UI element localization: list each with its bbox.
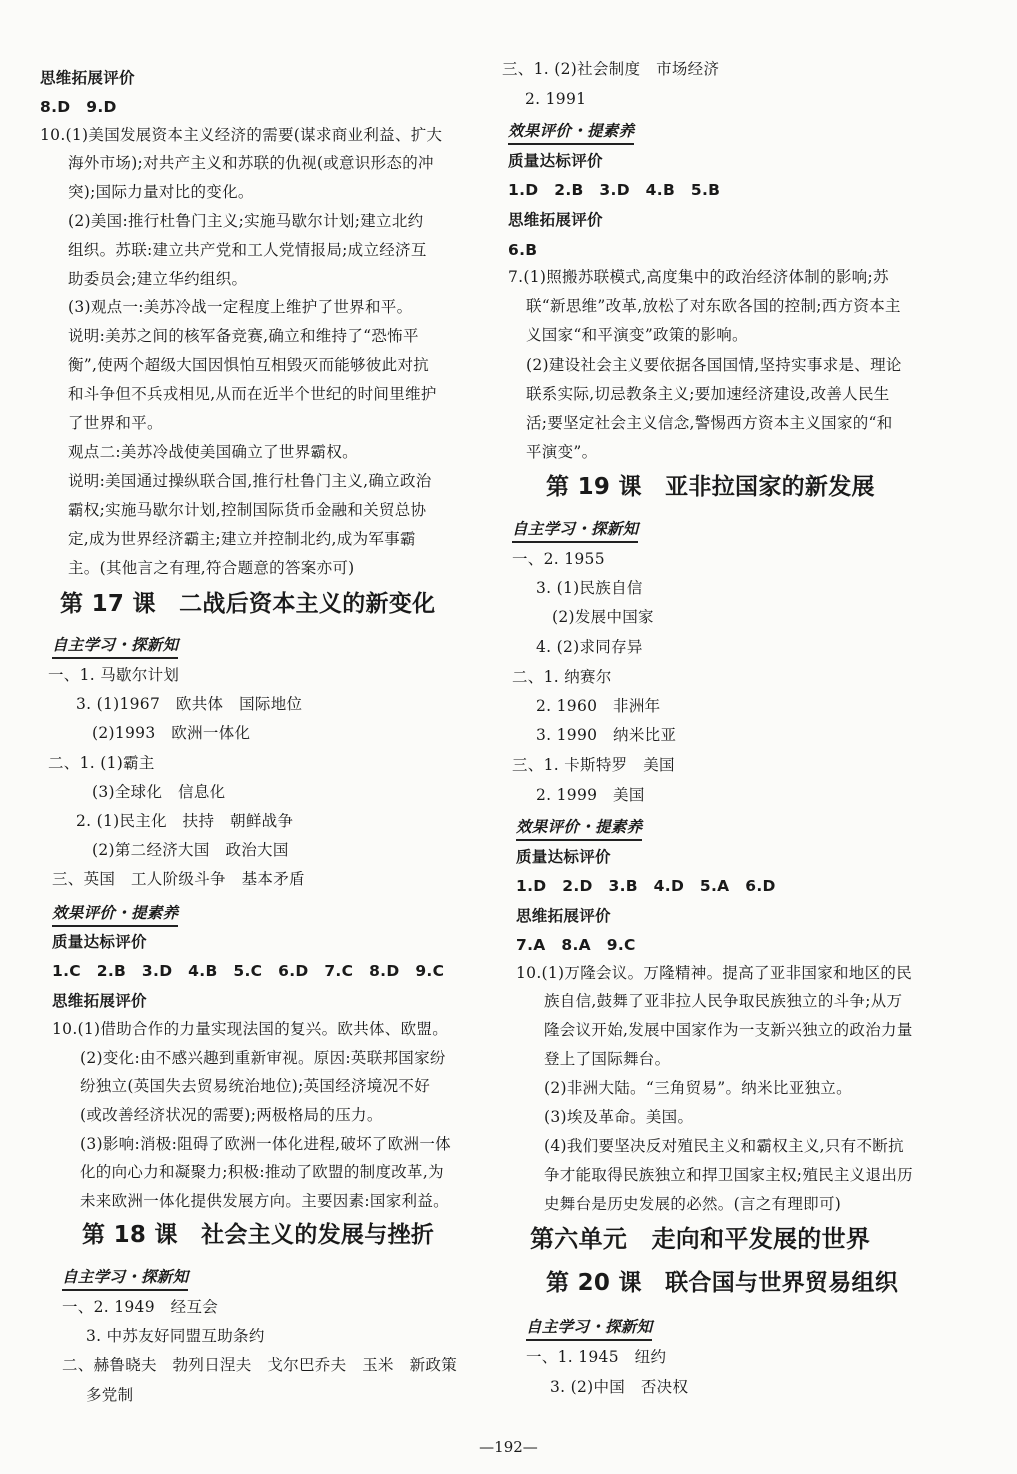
text-line: 3. 1990 纳米比亚	[536, 726, 677, 744]
section-heading: 思维拓展评价	[52, 992, 147, 1010]
text-line: 2. 1991	[525, 90, 587, 108]
text-line: 3. (2)中国 否决权	[550, 1378, 689, 1396]
text-line: 霸权;实施马歇尔计划,控制国际货币金融和关贸总协	[68, 501, 427, 519]
text-line: 一、1. 1945 纽约	[526, 1348, 667, 1366]
text-line: 三、1. 卡斯特罗 美国	[512, 756, 675, 774]
text-line: 4. (2)求同存异	[536, 638, 643, 656]
subsection-tag: 自主学习・探新知	[62, 1266, 188, 1291]
text-line: (2)1993 欧洲一体化	[92, 724, 251, 742]
text-line: 纷独立(英国失去贸易统治地位);英国经济境况不好	[80, 1077, 431, 1095]
section-heading: 思维拓展评价	[508, 211, 603, 229]
text-line: (3)影响:消极:阻碍了欧洲一体化进程,破坏了欧洲一体	[80, 1135, 451, 1153]
text-line: 10.(1)美国发展资本主义经济的需要(谋求商业利益、扩大	[40, 126, 443, 144]
subsection-tag: 效果评价・提素养	[516, 816, 642, 841]
text-line: 说明:美国通过操纵联合国,推行杜鲁门主义,确立政治	[68, 472, 432, 490]
text-line: 主。(其他言之有理,符合题意的答案亦可)	[68, 559, 355, 577]
text-line: 争才能取得民族独立和捍卫国家主权;殖民主义退出历	[544, 1166, 913, 1184]
subsection-tag: 自主学习・探新知	[526, 1316, 652, 1341]
text-line: 登上了国际舞台。	[544, 1050, 671, 1068]
text-line: 3. (1)民族自信	[536, 579, 643, 597]
text-line: 活;要坚定社会主义信念,警惕西方资本主义国家的“和	[526, 414, 893, 432]
text-line: 3. 中苏友好同盟互助条约	[86, 1327, 265, 1345]
text-line: 二、1. 纳赛尔	[512, 668, 612, 686]
section-heading: 质量达标评价	[508, 152, 603, 170]
text-line: 衡”,使两个超级大国因惧怕互相毁灭而能够彼此对抗	[68, 356, 430, 374]
text-line: 隆会议开始,发展中国家作为一支新兴独立的政治力量	[544, 1021, 913, 1039]
text-line: 定,成为世界经济霸主;建立并控制北约,成为军事霸	[68, 530, 416, 548]
text-line: (3)观点一:美苏冷战一定程度上维护了世界和平。	[68, 298, 413, 316]
text-line: 海外市场);对共产主义和苏联的仇视(或意识形态的冲	[68, 154, 434, 172]
text-line: (或改善经济状况的需要);两极格局的压力。	[80, 1106, 383, 1124]
text-line: 二、赫鲁晓夫 勃列日涅夫 戈尔巴乔夫 玉米 新政策	[62, 1356, 458, 1374]
text-line: 说明:美苏之间的核军备竞赛,确立和维持了“恐怖平	[68, 327, 419, 345]
lesson-title: 第 20 课 联合国与世界贸易组织	[546, 1270, 899, 1296]
text-line: 联系实际,切忌教条主义;要加速经济建设,改善人民生	[526, 385, 890, 403]
text-line: (4)我们要坚决反对殖民主义和霸权主义,只有不断抗	[544, 1137, 904, 1155]
text-line: 一、2. 1949 经互会	[62, 1298, 219, 1316]
text-line: (2)建设社会主义要依据各国国情,坚持实事求是、理论	[526, 356, 902, 374]
text-line: 2. (1)民主化 扶持 朝鲜战争	[76, 812, 294, 830]
section-heading: 质量达标评价	[52, 933, 147, 951]
answer-line: 6.B	[508, 241, 538, 259]
text-line: (2)美国:推行杜鲁门主义;实施马歇尔计划;建立北约	[68, 212, 424, 230]
subsection-tag: 效果评价・提素养	[508, 120, 634, 145]
section-heading: 质量达标评价	[516, 848, 611, 866]
text-line: 10.(1)借助合作的力量实现法国的复兴。欧共体、欧盟。	[52, 1020, 449, 1038]
text-line: 助委员会;建立华约组织。	[68, 270, 248, 288]
text-line: 突);国际力量对比的变化。	[68, 183, 254, 201]
text-line: 2. 1960 非洲年	[536, 697, 661, 715]
subsection-tag: 效果评价・提素养	[52, 902, 178, 927]
text-line: 义国家“和平演变”政策的影响。	[526, 326, 748, 344]
subsection-tag: 自主学习・探新知	[512, 518, 638, 543]
lesson-title: 第 17 课 二战后资本主义的新变化	[60, 591, 436, 617]
subsection-tag: 自主学习・探新知	[52, 634, 178, 659]
answer-line: 1.D 2.D 3.B 4.D 5.A 6.D	[516, 877, 776, 895]
section-heading: 思维拓展评价	[40, 69, 135, 87]
page-number: —192—	[479, 1438, 538, 1456]
answer-line: 7.A 8.A 9.C	[516, 936, 636, 954]
text-line: (2)非洲大陆。“三角贸易”。纳米比亚独立。	[544, 1079, 852, 1097]
text-line: 一、1. 马歇尔计划	[48, 666, 180, 684]
text-line: (2)发展中国家	[552, 608, 654, 626]
answer-line: 1.D 2.B 3.D 4.B 5.B	[508, 181, 721, 199]
text-line: 多党制	[86, 1386, 134, 1404]
text-line: 未来欧洲一体化提供发展方向。主要因素:国家利益。	[80, 1192, 449, 1210]
text-line: (2)第二经济大国 政治大国	[92, 841, 289, 859]
answer-line: 1.C 2.B 3.D 4.B 5.C 6.D 7.C 8.D 9.C	[52, 962, 445, 980]
section-heading: 思维拓展评价	[516, 907, 611, 925]
lesson-title: 第 18 课 社会主义的发展与挫折	[82, 1222, 435, 1248]
text-line: 化的向心力和凝聚力;积极:推动了欧盟的制度改革,为	[80, 1163, 444, 1181]
text-line: 2. 1999 美国	[536, 786, 645, 804]
text-line: (3)埃及革命。美国。	[544, 1108, 694, 1126]
text-line: 3. (1)1967 欧共体 国际地位	[76, 695, 303, 713]
lesson-title: 第 19 课 亚非拉国家的新发展	[546, 474, 875, 500]
text-line: 和斗争但不兵戎相见,从而在近半个世纪的时间里维护	[68, 385, 437, 403]
text-line: 史舞台是历史发展的必然。(言之有理即可)	[544, 1195, 842, 1213]
text-line: 联“新思维”改革,放松了对东欧各国的控制;西方资本主	[526, 297, 901, 315]
text-line: 10.(1)万隆会议。万隆精神。提高了亚非国家和地区的民	[516, 964, 913, 982]
text-line: 三、1. (2)社会制度 市场经济	[502, 60, 720, 78]
text-line: 7.(1)照搬苏联模式,高度集中的政治经济体制的影响;苏	[508, 268, 889, 286]
text-line: 一、2. 1955	[512, 550, 605, 568]
unit-title: 第六单元 走向和平发展的世界	[530, 1225, 871, 1253]
text-line: (2)变化:由不感兴趣到重新审视。原因:英联邦国家纷	[80, 1049, 446, 1067]
text-line: 组织。苏联:建立共产党和工人党情报局;成立经济互	[68, 241, 427, 259]
text-line: 平演变”。	[526, 443, 598, 461]
text-line: 二、1. (1)霸主	[48, 754, 155, 772]
text-line: 了世界和平。	[68, 414, 163, 432]
text-line: 族自信,鼓舞了亚非拉人民争取民族独立的斗争;从万	[544, 992, 903, 1010]
text-line: 观点二:美苏冷战使美国确立了世界霸权。	[68, 443, 358, 461]
text-line: (3)全球化 信息化	[92, 783, 226, 801]
text-line: 三、英国 工人阶级斗争 基本矛盾	[52, 870, 305, 888]
answer-line: 8.D 9.D	[40, 98, 117, 116]
